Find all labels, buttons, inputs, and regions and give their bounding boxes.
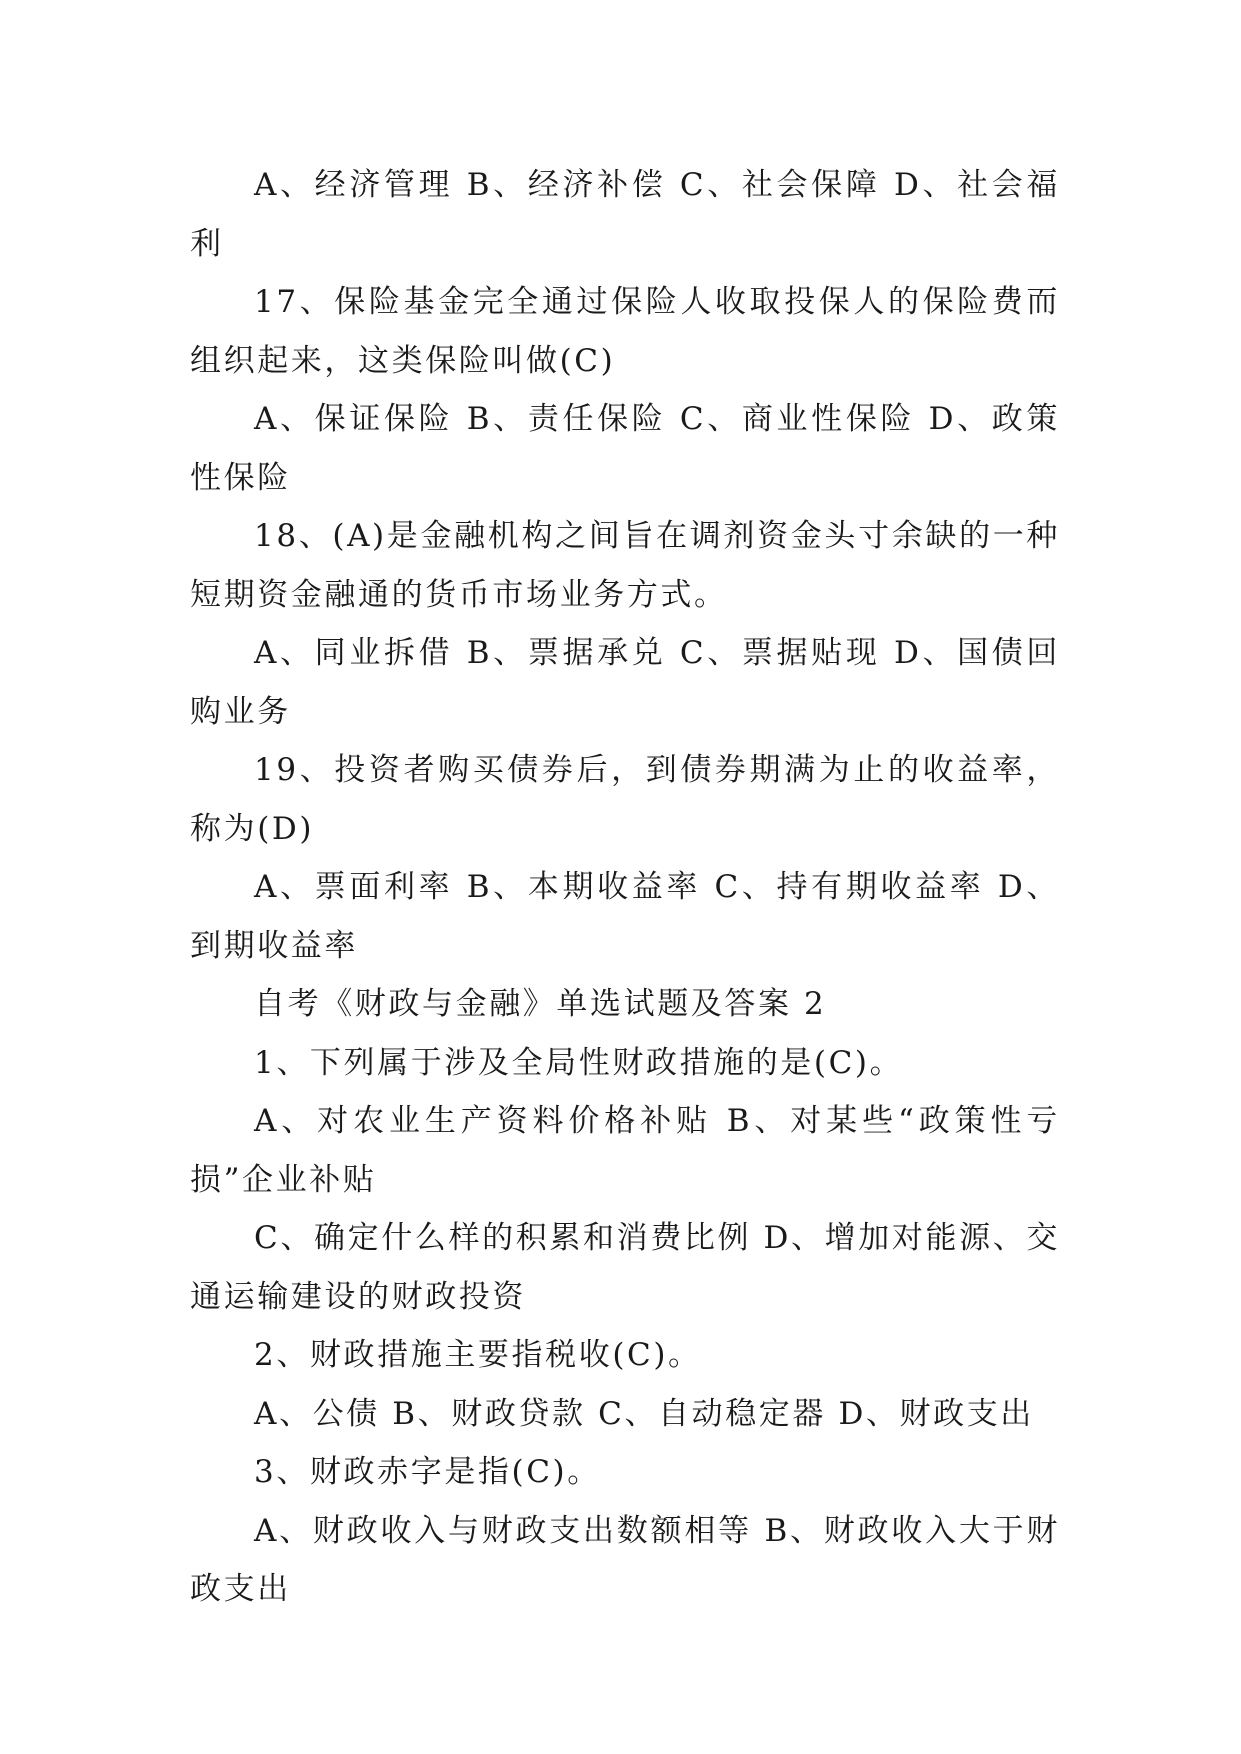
paragraph-s2-q1-options-ab: A、对农业生产资料价格补贴 B、对某些“政策性亏损”企业补贴 — [190, 1103, 1060, 1198]
paragraph-s2-q2-options: A、公债 B、财政贷款 C、自动稳定器 D、财政支出 — [254, 1395, 1034, 1432]
paragraph-q19: 19、投资者购买债券后，到债券期满为止的收益率，称为(D) — [190, 752, 1060, 847]
paragraph-s2-q3-options: A、财政收入与财政支出数额相等 B、财政收入大于财政支出 — [190, 1512, 1060, 1607]
section-heading: 自考《财政与金融》单选试题及答案 2 — [254, 986, 827, 1022]
paragraph-s2-q1-options-cd: C、确定什么样的积累和消费比例 D、增加对能源、交通运输建设的财政投资 — [190, 1220, 1060, 1315]
document-body — [190, 156, 1060, 1619]
paragraph-s2-q1: 1、下列属于涉及全局性财政措施的是(C)。 — [254, 1044, 904, 1081]
paragraph-s2-q3: 3、财政赤字是指(C)。 — [254, 1454, 601, 1490]
paragraph-q18-options: A、同业拆借 B、票据承兑 C、票据贴现 D、国债回购业务 — [190, 635, 1060, 730]
paragraph-s2-q2: 2、财政措施主要指税收(C)。 — [254, 1337, 702, 1373]
paragraph-q18: 18、(A)是金融机构之间旨在调剂资金头寸余缺的一种短期资金融通的货币市场业务方式。 — [190, 518, 1060, 613]
paragraph-q16-options: A、经济管理 B、经济补偿 C、社会保障 D、社会福利 — [190, 167, 1060, 262]
paragraph-q17-options: A、保证保险 B、责任保险 C、商业性保险 D、政策性保险 — [190, 401, 1060, 496]
paragraph-q19-options: A、票面利率 B、本期收益率 C、持有期收益率 D、到期收益率 — [190, 869, 1060, 964]
paragraph-q17: 17、保险基金完全通过保险人收取投保人的保险费而组织起来，这类保险叫做(C) — [190, 284, 1060, 379]
